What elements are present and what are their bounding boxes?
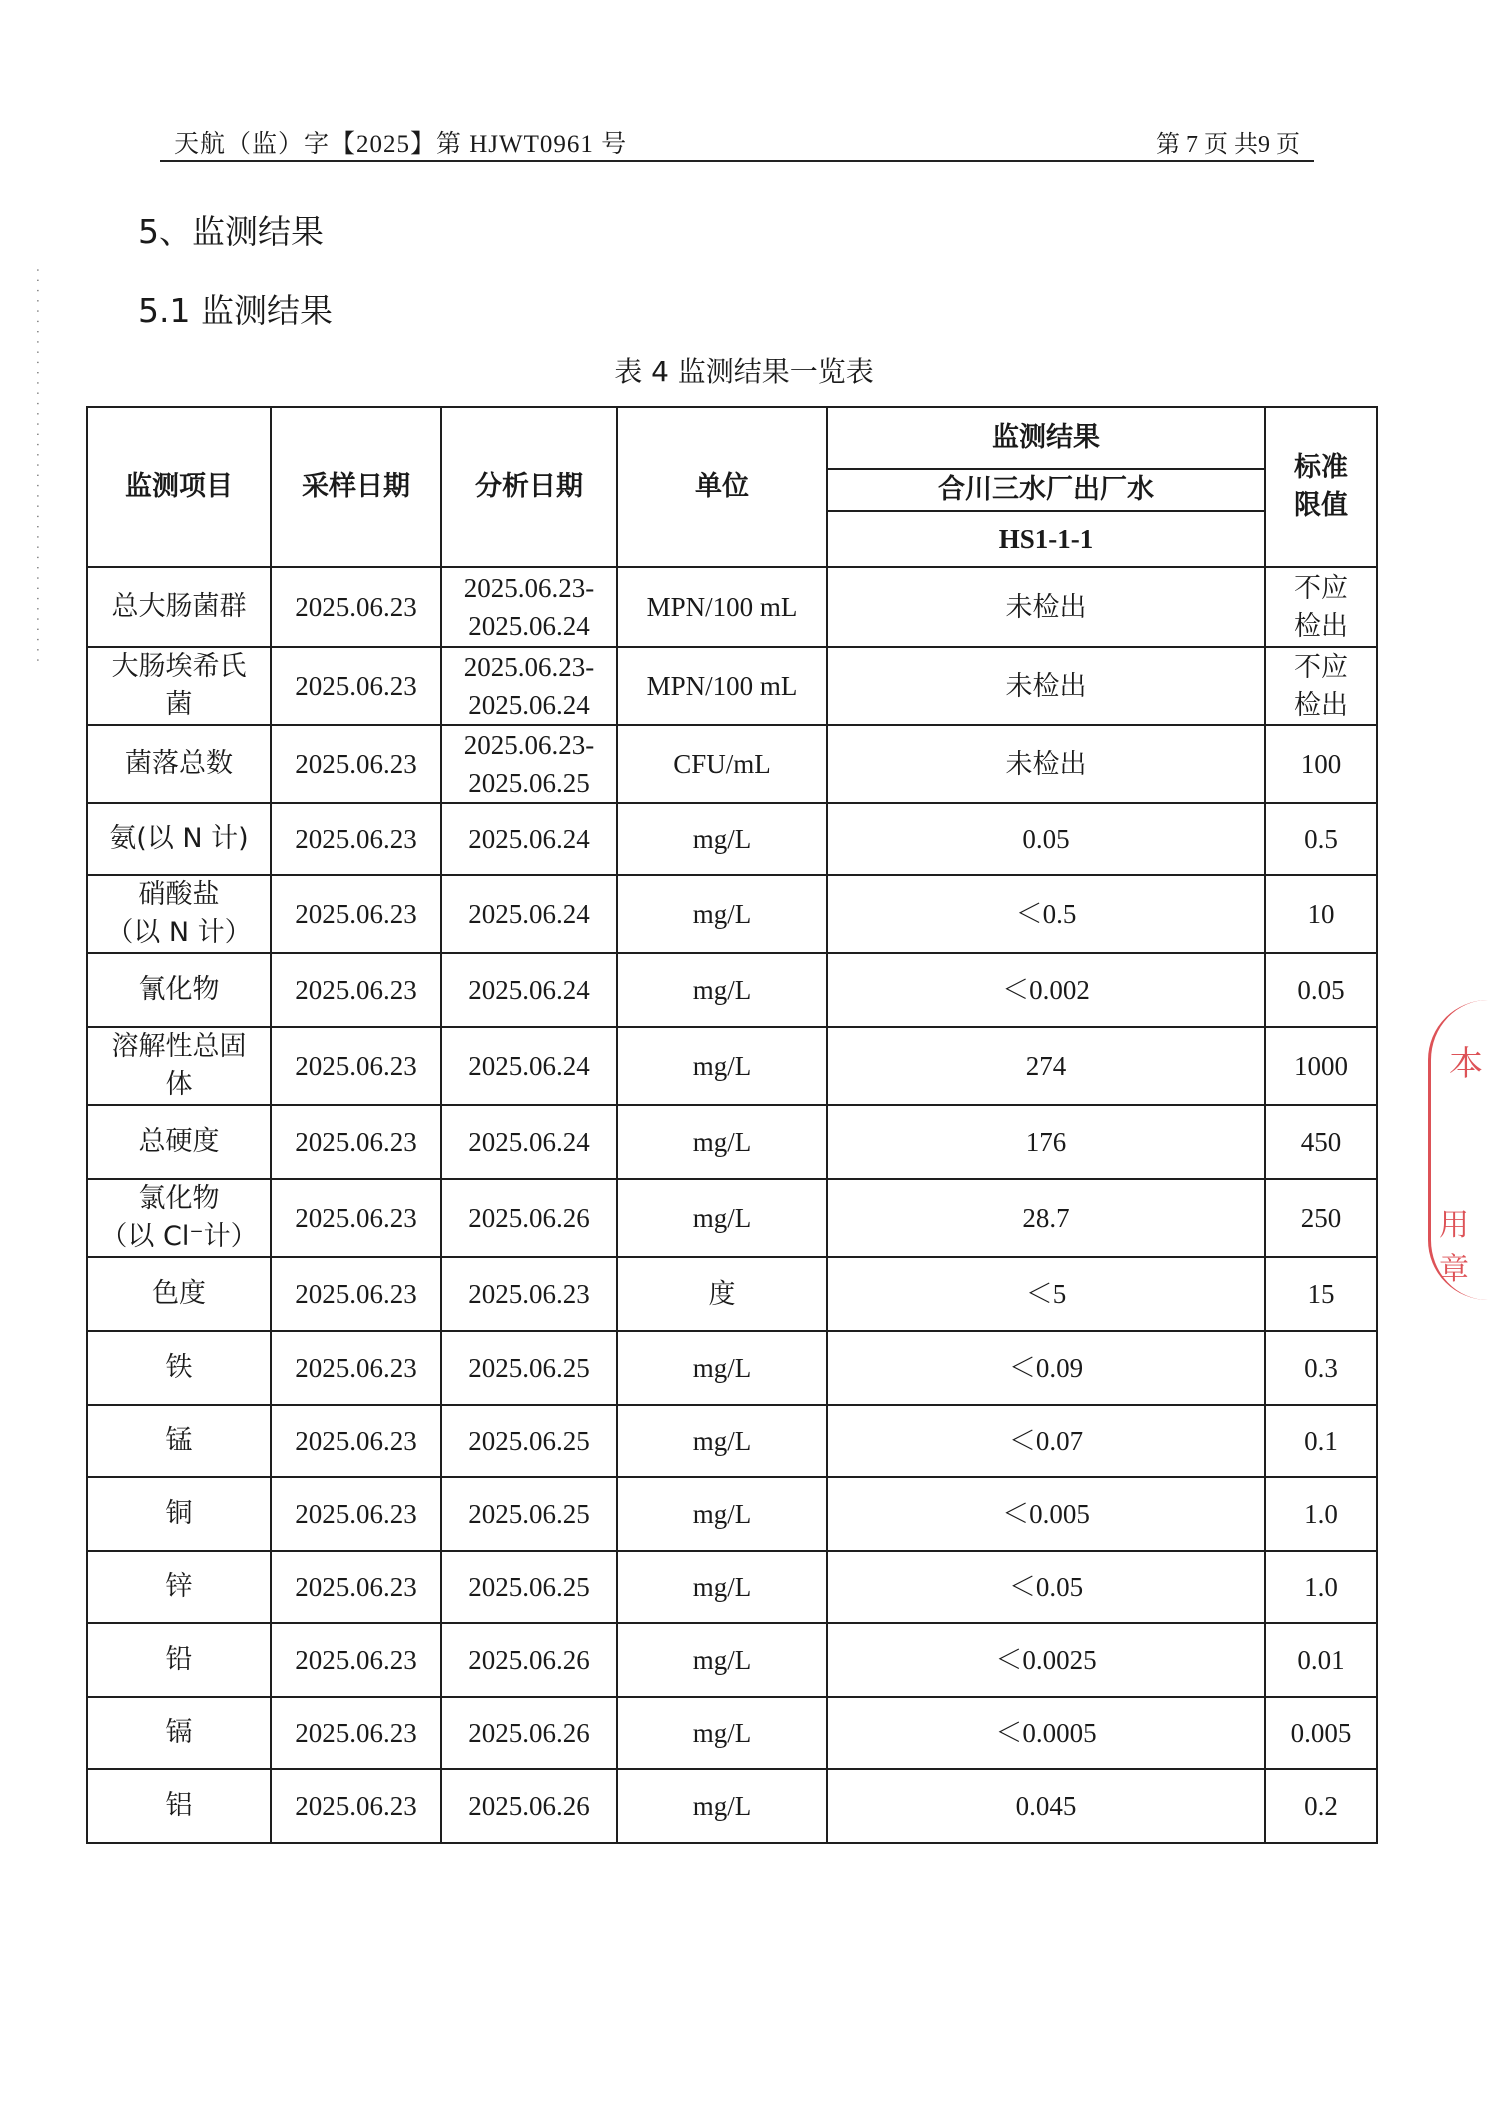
cell-analysis-date-line2: 2025.06.24 <box>468 690 590 720</box>
header-limit <box>1265 407 1377 567</box>
cell-sample-date: 2025.06.23 <box>271 1179 441 1257</box>
header-item: 监测项目 <box>87 407 271 567</box>
document-number: 天航（监）字【2025】第 HJWT0961 号 <box>174 131 628 158</box>
table-row <box>87 725 1377 803</box>
cell-result: ＜5 <box>827 1257 1265 1331</box>
cell-item-line2: （以 Cl⁻计） <box>100 1221 258 1252</box>
cell-analysis-date-line1: 2025.06.26 <box>468 1718 590 1748</box>
cell-standard-limit <box>1265 1179 1377 1257</box>
cell-result: ＜0.5 <box>827 875 1265 953</box>
cell-unit: 度 <box>617 1257 827 1331</box>
cell-item <box>87 1257 271 1331</box>
cell-result: ＜0.002 <box>827 953 1265 1027</box>
cell-standard-limit <box>1265 1105 1377 1179</box>
table-row <box>87 567 1377 647</box>
cell-unit: mg/L <box>617 1623 827 1697</box>
cell-standard-limit-line1: 0.5 <box>1304 824 1338 854</box>
table-row <box>87 1405 1377 1477</box>
table-row <box>87 647 1377 725</box>
cell-analysis-date <box>441 725 617 803</box>
cell-sample-date: 2025.06.23 <box>271 1623 441 1697</box>
cell-item-line1: 铅 <box>165 1644 193 1675</box>
cell-sample-date: 2025.06.23 <box>271 1405 441 1477</box>
cell-analysis-date-line1: 2025.06.26 <box>468 1645 590 1675</box>
header-sample-date: 采样日期 <box>271 407 441 567</box>
cell-analysis-date <box>441 953 617 1027</box>
cell-item-line1: 菌落总数 <box>125 748 233 779</box>
cell-standard-limit-line1: 0.05 <box>1297 975 1345 1005</box>
cell-standard-limit <box>1265 1477 1377 1551</box>
cell-analysis-date-line1: 2025.06.23- <box>463 573 595 603</box>
table-row <box>87 1697 1377 1769</box>
cell-standard-limit <box>1265 1623 1377 1697</box>
cell-unit: mg/L <box>617 1769 827 1843</box>
cell-analysis-date-line1: 2025.06.25 <box>468 1499 590 1529</box>
cell-unit: MPN/100 mL <box>617 647 827 725</box>
table-row <box>87 1257 1377 1331</box>
cell-item-line2: （以 N 计） <box>106 917 252 948</box>
cell-item-line1: 色度 <box>152 1278 206 1309</box>
cell-analysis-date <box>441 1477 617 1551</box>
cell-analysis-date <box>441 1179 617 1257</box>
cell-analysis-date <box>441 803 617 875</box>
cell-analysis-date-line1: 2025.06.25 <box>468 1572 590 1602</box>
header-site: 合川三水厂出厂水 <box>827 469 1265 511</box>
cell-analysis-date <box>441 1027 617 1105</box>
cell-analysis-date-line1: 2025.06.25 <box>468 1353 590 1383</box>
cell-standard-limit <box>1265 1405 1377 1477</box>
cell-standard-limit-line1: 0.01 <box>1297 1645 1345 1675</box>
cell-item <box>87 803 271 875</box>
header-limit-line2: 限值 <box>1294 490 1348 521</box>
cell-sample-date: 2025.06.23 <box>271 953 441 1027</box>
cell-standard-limit-line1: 100 <box>1300 749 1342 779</box>
cell-analysis-date-line1: 2025.06.24 <box>468 1127 590 1157</box>
cell-sample-date: 2025.06.23 <box>271 647 441 725</box>
table-row <box>87 875 1377 953</box>
cell-item <box>87 1769 271 1843</box>
table-row <box>87 1551 1377 1623</box>
cell-analysis-date <box>441 1331 617 1405</box>
cell-analysis-date-line1: 2025.06.24 <box>468 1051 590 1081</box>
cell-analysis-date <box>441 1769 617 1843</box>
cell-unit: mg/L <box>617 875 827 953</box>
cell-item-line1: 氨(以 N 计) <box>109 823 249 854</box>
cell-sample-date: 2025.06.23 <box>271 1697 441 1769</box>
stamp-text-top: 本 <box>1449 1044 1483 1084</box>
cell-item-line1: 铝 <box>165 1790 193 1821</box>
table-caption: 表 4 监测结果一览表 <box>614 355 874 388</box>
cell-result: 未检出 <box>827 567 1265 647</box>
cell-result: 0.05 <box>827 803 1265 875</box>
cell-analysis-date <box>441 647 617 725</box>
cell-standard-limit-line1: 0.005 <box>1290 1718 1352 1748</box>
cell-standard-limit <box>1265 725 1377 803</box>
header-sample-code: HS1-1-1 <box>827 511 1265 567</box>
cell-result: ＜0.0005 <box>827 1697 1265 1769</box>
cell-standard-limit-line1: 0.3 <box>1304 1353 1338 1383</box>
cell-standard-limit-line1: 1000 <box>1294 1051 1348 1081</box>
cell-analysis-date <box>441 1551 617 1623</box>
table-row <box>87 1477 1377 1551</box>
cell-sample-date: 2025.06.23 <box>271 803 441 875</box>
cell-standard-limit-line1: 1.0 <box>1304 1499 1338 1529</box>
cell-standard-limit-line1: 1.0 <box>1304 1572 1338 1602</box>
cell-item <box>87 1331 271 1405</box>
cell-result: ＜0.05 <box>827 1551 1265 1623</box>
cell-standard-limit <box>1265 875 1377 953</box>
cell-sample-date: 2025.06.23 <box>271 1331 441 1405</box>
cell-unit: mg/L <box>617 1331 827 1405</box>
cell-analysis-date <box>441 1623 617 1697</box>
table-row <box>87 1769 1377 1843</box>
cell-item-line1: 锌 <box>165 1571 193 1602</box>
table-row <box>87 1027 1377 1105</box>
cell-standard-limit-line2: 检出 <box>1294 611 1348 641</box>
cell-standard-limit <box>1265 1551 1377 1623</box>
cell-result: 28.7 <box>827 1179 1265 1257</box>
cell-unit: mg/L <box>617 1551 827 1623</box>
cell-unit: CFU/mL <box>617 725 827 803</box>
table-row <box>87 1331 1377 1405</box>
cell-result: ＜0.07 <box>827 1405 1265 1477</box>
table-row <box>87 803 1377 875</box>
cell-item-line2: 菌 <box>165 689 193 720</box>
cell-analysis-date <box>441 1257 617 1331</box>
header-analysis-date: 分析日期 <box>441 407 617 567</box>
results-table <box>86 406 1378 1844</box>
cell-item <box>87 953 271 1027</box>
cell-item <box>87 725 271 803</box>
cell-standard-limit-line1: 0.2 <box>1304 1791 1338 1821</box>
cell-item-line1: 大肠埃希氏 <box>111 651 247 682</box>
cell-analysis-date-line1: 2025.06.24 <box>468 975 590 1005</box>
cell-standard-limit <box>1265 1331 1377 1405</box>
margin-scan-marks: · · · · · · · · · · · · · · · · · · · · · · · · · · · · · · · · · · · · · · · <box>29 268 44 664</box>
cell-result: 未检出 <box>827 725 1265 803</box>
cell-standard-limit-line1: 10 <box>1307 899 1335 929</box>
cell-item <box>87 1623 271 1697</box>
cell-analysis-date <box>441 1697 617 1769</box>
cell-unit: mg/L <box>617 1477 827 1551</box>
cell-standard-limit-line1: 0.1 <box>1304 1426 1338 1456</box>
cell-analysis-date-line1: 2025.06.23- <box>463 730 595 760</box>
cell-sample-date: 2025.06.23 <box>271 1027 441 1105</box>
cell-analysis-date-line2: 2025.06.25 <box>468 768 590 798</box>
cell-unit: mg/L <box>617 1027 827 1105</box>
cell-analysis-date <box>441 875 617 953</box>
cell-result: ＜0.0025 <box>827 1623 1265 1697</box>
cell-unit: mg/L <box>617 1179 827 1257</box>
cell-analysis-date-line1: 2025.06.23 <box>468 1279 590 1309</box>
cell-item <box>87 1179 271 1257</box>
section-subtitle: 5.1 监测结果 <box>138 291 333 330</box>
cell-standard-limit-line2: 检出 <box>1294 690 1348 720</box>
cell-unit: mg/L <box>617 1105 827 1179</box>
cell-item-line2: 体 <box>165 1069 193 1100</box>
cell-sample-date: 2025.06.23 <box>271 725 441 803</box>
table-row <box>87 953 1377 1027</box>
cell-analysis-date-line1: 2025.06.25 <box>468 1426 590 1456</box>
cell-item-line1: 硝酸盐 <box>138 879 220 910</box>
red-seal-stamp <box>1428 1000 1488 1300</box>
cell-sample-date: 2025.06.23 <box>271 1477 441 1551</box>
cell-sample-date: 2025.06.23 <box>271 875 441 953</box>
cell-unit: mg/L <box>617 803 827 875</box>
cell-standard-limit <box>1265 1027 1377 1105</box>
page-header <box>160 122 1314 162</box>
cell-sample-date: 2025.06.23 <box>271 1551 441 1623</box>
cell-analysis-date-line1: 2025.06.26 <box>468 1791 590 1821</box>
cell-item-line1: 锰 <box>165 1425 193 1456</box>
cell-result: ＜0.09 <box>827 1331 1265 1405</box>
cell-analysis-date-line1: 2025.06.23- <box>463 652 595 682</box>
header-limit-line1: 标准 <box>1294 452 1348 483</box>
cell-analysis-date-line1: 2025.06.24 <box>468 899 590 929</box>
cell-analysis-date <box>441 1105 617 1179</box>
cell-sample-date: 2025.06.23 <box>271 567 441 647</box>
cell-standard-limit <box>1265 1697 1377 1769</box>
cell-item <box>87 1105 271 1179</box>
header-unit: 单位 <box>617 407 827 567</box>
cell-unit: mg/L <box>617 1405 827 1477</box>
cell-item <box>87 875 271 953</box>
cell-item <box>87 1697 271 1769</box>
cell-standard-limit <box>1265 953 1377 1027</box>
cell-item <box>87 647 271 725</box>
table-row <box>87 1623 1377 1697</box>
table-row <box>87 1105 1377 1179</box>
cell-item-line1: 氰化物 <box>138 974 220 1005</box>
cell-item <box>87 1027 271 1105</box>
cell-standard-limit <box>1265 567 1377 647</box>
cell-standard-limit-line1: 250 <box>1300 1203 1342 1233</box>
cell-standard-limit <box>1265 647 1377 725</box>
cell-standard-limit <box>1265 803 1377 875</box>
cell-item <box>87 1551 271 1623</box>
cell-analysis-date-line2: 2025.06.24 <box>468 611 590 641</box>
cell-unit: MPN/100 mL <box>617 567 827 647</box>
cell-item <box>87 567 271 647</box>
results-table-body <box>87 567 1377 1843</box>
cell-standard-limit-line1: 15 <box>1307 1279 1335 1309</box>
cell-item <box>87 1477 271 1551</box>
table-row <box>87 1179 1377 1257</box>
cell-analysis-date-line1: 2025.06.26 <box>468 1203 590 1233</box>
cell-standard-limit-line1: 450 <box>1300 1127 1342 1157</box>
stamp-text-bottom: 用章 <box>1439 1208 1469 1287</box>
cell-standard-limit-line1: 不应 <box>1294 573 1348 603</box>
cell-result: 176 <box>827 1105 1265 1179</box>
cell-sample-date: 2025.06.23 <box>271 1257 441 1331</box>
cell-standard-limit <box>1265 1257 1377 1331</box>
cell-item-line1: 铜 <box>165 1498 193 1529</box>
cell-sample-date: 2025.06.23 <box>271 1105 441 1179</box>
cell-sample-date: 2025.06.23 <box>271 1769 441 1843</box>
cell-item-line1: 总大肠菌群 <box>111 591 247 622</box>
cell-item-line1: 总硬度 <box>138 1126 220 1157</box>
cell-analysis-date <box>441 1405 617 1477</box>
cell-result: ＜0.005 <box>827 1477 1265 1551</box>
cell-unit: mg/L <box>617 1697 827 1769</box>
header-result: 监测结果 <box>827 407 1265 469</box>
cell-unit: mg/L <box>617 953 827 1027</box>
cell-standard-limit <box>1265 1769 1377 1843</box>
cell-result: 274 <box>827 1027 1265 1105</box>
cell-item <box>87 1405 271 1477</box>
cell-result: 0.045 <box>827 1769 1265 1843</box>
cell-standard-limit-line1: 不应 <box>1294 652 1348 682</box>
cell-item-line1: 镉 <box>165 1717 193 1748</box>
cell-analysis-date-line1: 2025.06.24 <box>468 824 590 854</box>
cell-item-line1: 铁 <box>165 1352 193 1383</box>
section-title: 5、监测结果 <box>138 212 324 251</box>
cell-result: 未检出 <box>827 647 1265 725</box>
cell-item-line1: 溶解性总固 <box>111 1031 247 1062</box>
cell-analysis-date <box>441 567 617 647</box>
cell-item-line1: 氯化物 <box>138 1183 220 1214</box>
page-indicator: 第 7 页 共9 页 <box>1156 132 1300 158</box>
